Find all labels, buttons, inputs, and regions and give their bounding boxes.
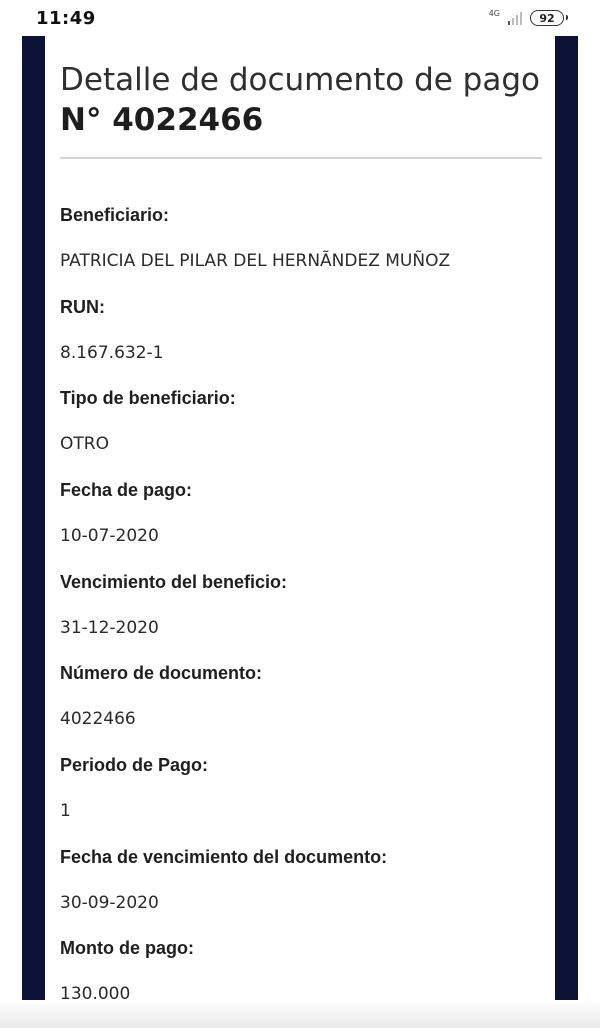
- field-value-fecha-vencimiento-documento: 30-09-2020: [60, 893, 159, 913]
- field-label-periodo-pago: Periodo de Pago:: [60, 755, 209, 775]
- document-number-heading: N° 4022466: [60, 102, 264, 138]
- field-label-run: RUN:: [60, 297, 105, 317]
- frame-left-bar: [22, 36, 45, 1000]
- field-label-monto-pago: Monto de pago:: [60, 938, 194, 958]
- status-icons: [489, 8, 564, 28]
- page-title: Detalle de documento de pago: [60, 62, 541, 98]
- document-detail-panel[interactable]: [45, 36, 555, 1000]
- field-label-beneficiario: Beneficiario:: [60, 205, 170, 225]
- field-value-tipo-beneficiario: OTRO: [60, 434, 109, 454]
- field-value-vencimiento-beneficio: 31-12-2020: [60, 618, 159, 638]
- field-value-periodo-pago: 1: [60, 801, 71, 821]
- battery-icon: [530, 10, 564, 26]
- field-value-monto-pago: 130.000: [60, 984, 131, 1000]
- field-label-vencimiento-beneficio: Vencimiento del beneficio:: [60, 572, 288, 592]
- field-label-tipo-beneficiario: Tipo de beneficiario:: [60, 388, 236, 408]
- bottom-edge: [0, 1000, 600, 1028]
- field-label-numero-documento: Número de documento:: [60, 663, 263, 683]
- field-label-fecha-pago: Fecha de pago:: [60, 480, 193, 500]
- field-label-fecha-vencimiento-documento: Fecha de vencimiento del documento:: [60, 847, 388, 867]
- status-bar: [0, 0, 600, 36]
- battery-level: 92: [539, 11, 555, 25]
- signal-icon: [508, 11, 522, 25]
- divider: [60, 157, 542, 159]
- network-type-label: 4G: [488, 9, 500, 18]
- field-value-numero-documento: 4022466: [60, 709, 136, 729]
- field-value-beneficiario: PATRICIA DEL PILAR DEL HERNÃNDEZ MUÑOZ: [60, 251, 451, 271]
- frame-right-bar: [555, 36, 578, 1000]
- status-time: 11:49: [36, 8, 96, 29]
- field-value-fecha-pago: 10-07-2020: [60, 526, 159, 546]
- field-value-run: 8.167.632-1: [60, 343, 164, 363]
